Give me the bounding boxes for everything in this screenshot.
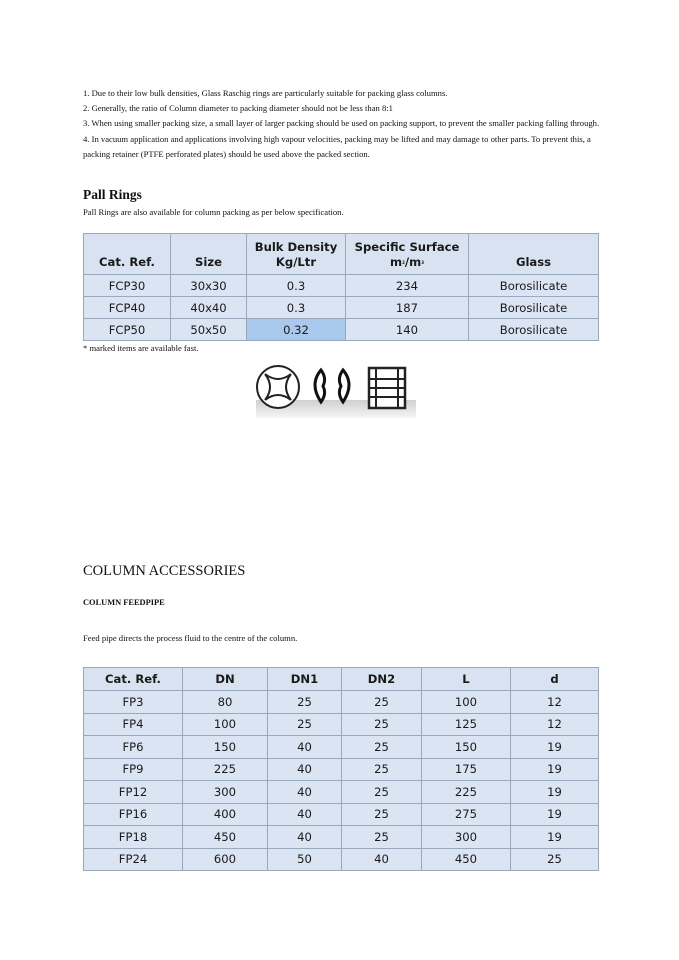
cell-size: 30x30 [171,275,247,297]
cell-l: 225 [422,781,511,804]
cell-cat-ref: FP9 [84,758,183,781]
pall-rings-image [253,360,418,420]
col-header-size: Size [171,234,247,275]
cell-dn: 150 [183,736,268,759]
feed-table-header-row [84,668,599,691]
cell-dn: 225 [183,758,268,781]
table-row [84,803,599,826]
cell-l: 150 [422,736,511,759]
cell-cat-ref: FP6 [84,736,183,759]
cell-dn2: 40 [342,848,422,871]
cell-cat-ref: FCP50 [84,319,171,341]
col-header-cat-ref: Cat. Ref. [84,234,171,275]
table-row [84,297,599,319]
cell-glass: Borosilicate [469,275,599,297]
table-row [84,781,599,804]
cell-dn2: 25 [342,736,422,759]
cell-d: 19 [511,803,599,826]
pall-rings-heading: Pall Rings [83,187,142,202]
cell-dn1: 40 [268,803,342,826]
cell-dn1: 40 [268,781,342,804]
cell-d: 12 [511,713,599,736]
footnote: * marked items are available fast. [83,343,199,353]
pall-rings-table [83,233,599,341]
bulk-density-unit: Kg/Ltr [275,255,317,269]
note-1: 1. Due to their low bulk densities, Glass Raschig rings are particularly suitable for packing glass columns. [83,88,448,98]
cell-size: 50x50 [171,319,247,341]
cell-dn1: 40 [268,736,342,759]
note-4: 4. In vacuum application and applications involving high vapour velocities, packing may be lifted and may damage to other parts. To prevent this, a packing retainer (PTFE perforated plates) should be used above the packed section. [83,133,591,159]
cell-l: 100 [422,691,511,714]
table-row [84,758,599,781]
pall-ring-side-icon [315,370,349,402]
cell-dn1: 25 [268,713,342,736]
table-row [84,275,599,297]
cell-cat-ref: FP3 [84,691,183,714]
cell-d: 19 [511,781,599,804]
pall-ring-front-icon [257,366,299,408]
cell-dn2: 25 [342,713,422,736]
feedpipe-intro: Feed pipe directs the process fluid to the centre of the column. [83,633,298,643]
cell-specific-surface: 234 [346,275,469,297]
col-header-specific-surface [346,234,469,275]
cell-l: 275 [422,803,511,826]
cell-specific-surface: 187 [346,297,469,319]
cell-dn1: 40 [268,826,342,849]
cell-bulk-density: 0.3 [247,297,346,319]
column-accessories-heading: COLUMN ACCESSORIES [83,563,246,579]
cell-size: 40x40 [171,297,247,319]
cell-bulk-density-highlighted: 0.32 [247,319,346,341]
pall-rings-intro: Pall Rings are also available for column packing as per below specification. [83,207,344,217]
col-header-dn2: DN2 [342,668,422,691]
col-header-glass: Glass [469,234,599,275]
cell-cat-ref: FCP40 [84,297,171,319]
table-row [84,736,599,759]
unit-sup-b: 3 [421,260,424,265]
specific-surface-label: Specific Surface [354,240,460,254]
cell-cat-ref: FP12 [84,781,183,804]
column-feedpipe-subheading: COLUMN FEEDPIPE [83,598,165,607]
table-row [84,691,599,714]
cell-dn1: 50 [268,848,342,871]
installation-notes [83,86,603,162]
table-row [84,848,599,871]
cell-l: 125 [422,713,511,736]
col-header-d: d [511,668,599,691]
cell-dn1: 25 [268,691,342,714]
specific-surface-unit-a: m [389,255,403,269]
cell-cat-ref: FP18 [84,826,183,849]
col-header-bulk-density [247,234,346,275]
cell-dn: 450 [183,826,268,849]
table-row [84,319,599,341]
cell-dn2: 25 [342,826,422,849]
cell-l: 175 [422,758,511,781]
cell-dn: 80 [183,691,268,714]
cell-cat-ref: FP4 [84,713,183,736]
cell-d: 19 [511,826,599,849]
feedpipe-table [83,667,599,871]
col-header-l: L [422,668,511,691]
col-header-cat-ref: Cat. Ref. [84,668,183,691]
pall-ring-cross-section-icon [369,368,405,408]
cell-dn2: 25 [342,781,422,804]
cell-d: 19 [511,736,599,759]
specific-surface-unit-b: /m [404,255,422,269]
cell-specific-surface: 140 [346,319,469,341]
bulk-density-label: Bulk Density [254,240,338,254]
cell-dn: 300 [183,781,268,804]
cell-dn1: 40 [268,758,342,781]
cell-glass: Borosilicate [469,319,599,341]
table-row [84,826,599,849]
cell-bulk-density: 0.3 [247,275,346,297]
pall-table-header-row [84,234,599,275]
cell-dn2: 25 [342,803,422,826]
cell-dn: 100 [183,713,268,736]
note-2: 2. Generally, the ratio of Column diameter to packing diameter should not be less than 8:1 [83,103,393,114]
cell-l: 450 [422,848,511,871]
cell-l: 300 [422,826,511,849]
cell-cat-ref: FCP30 [84,275,171,297]
col-header-dn1: DN1 [268,668,342,691]
cell-dn: 400 [183,803,268,826]
cell-glass: Borosilicate [469,297,599,319]
cell-dn: 600 [183,848,268,871]
cell-dn2: 25 [342,758,422,781]
cell-d: 25 [511,848,599,871]
unit-sup-a: 2 [402,260,405,265]
note-3: 3. When using smaller packing size, a small layer of larger packing should be used on packing support, to prevent the smaller packing falling through. [83,118,600,129]
cell-dn2: 25 [342,691,422,714]
col-header-dn: DN [183,668,268,691]
cell-cat-ref: FP16 [84,803,183,826]
cell-d: 12 [511,691,599,714]
cell-cat-ref: FP24 [84,848,183,871]
table-row [84,713,599,736]
cell-d: 19 [511,758,599,781]
